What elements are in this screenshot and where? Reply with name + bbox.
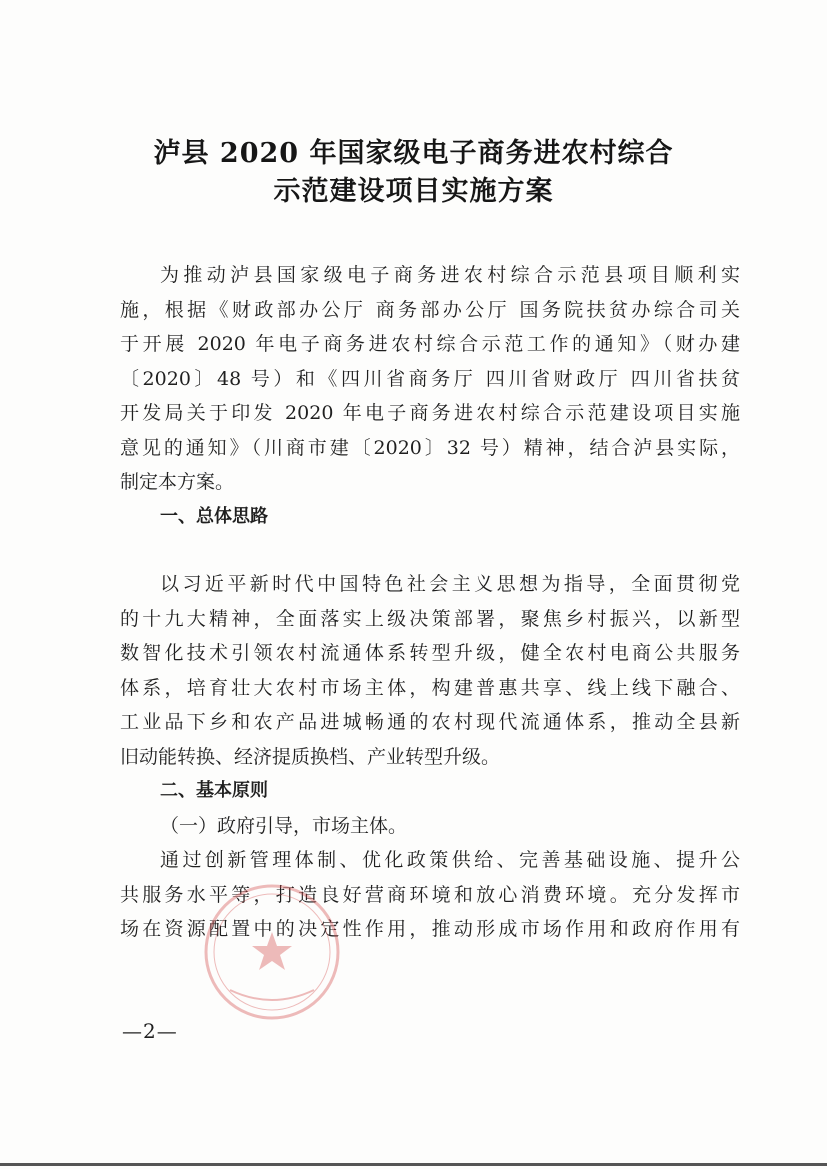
text-line: 的十九大精神，全面落实上级决策部署，聚焦乡村振兴，以新型 [120,607,740,630]
text-line: 数智化技术引领农村流通体系转型升级，健全农村电商公共服务 [120,642,740,664]
text-line: 场在资源配置中的决定性作用，推动形成市场作用和政府作用有 [120,918,740,940]
text-line: 于开展 2020 年电子商务进农村综合示范工作的通知》（财办建 [120,333,740,355]
text-line: 制定本方案。 [120,471,235,493]
text-line: 旧动能转换、经济提质换档、产业转型升级。 [120,745,501,768]
text-line: 通过创新管理体制、优化政策供给、完善基础设施、提升公 [160,849,740,871]
intro-paragraph [120,258,740,534]
document-title-line-2: 示范建设项目实施方案 [273,176,554,207]
text-line: 意见的通知》（川商市建〔2020〕32 号）精神，结合泸县实际， [120,436,740,459]
scan-edge-line [0,1163,827,1166]
section-heading-1: 一、总体思路 [160,505,268,527]
text-line: 〔2020〕48 号）和《四川省商务厅 四川省财政厅 四川省扶贫 [120,367,740,390]
subsection-heading-1: （一）政府引导，市场主体。 [160,814,408,837]
section-1-paragraph [120,567,740,947]
page-number: —2— [122,1019,178,1043]
text-line: 开发局关于印发 2020 年电子商务进农村综合示范建设项目实施 [120,402,740,424]
text-line: 为推动泸县国家级电子商务进农村综合示范县项目顺利实 [160,264,740,286]
text-line: 体系，培育壮大农村市场主体，构建普惠共享、线上线下融合、 [120,676,740,699]
text-line: 施，根据《财政部办公厅 商务部办公厅 国务院扶贫办综合司关 [120,298,740,321]
section-heading-2: 二、基本原则 [160,780,268,801]
text-line: 以习近平新时代中国特色社会主义思想为指导，全面贯彻党 [160,573,740,595]
text-line: 共服务水平等，打造良好营商环境和放心消费环境。充分发挥市 [120,883,740,906]
text-line: 工业品下乡和农产品进城畅通的农村现代流通体系，推动全县新 [120,711,740,733]
document-title-line-1: 泸县 2020 年国家级电子商务进农村综合 [153,138,674,169]
